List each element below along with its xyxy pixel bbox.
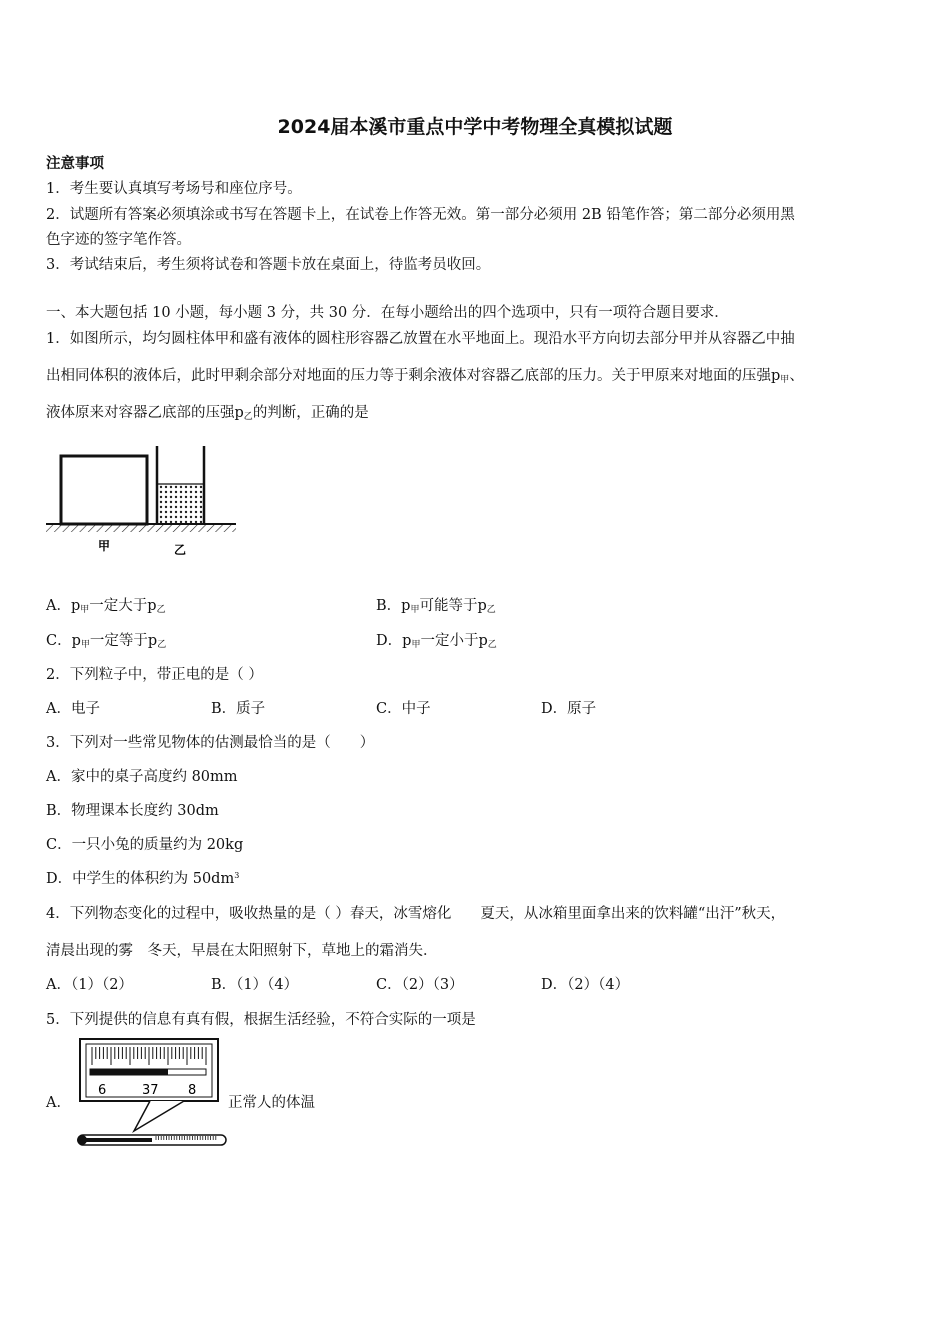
q1-option-d[interactable]: D．$p_甲$一定小于$p_乙$ — [376, 633, 497, 650]
q2-option-c[interactable]: C．中子 — [376, 701, 431, 717]
q3-option-d[interactable]: D．中学生的体积约为 $50dm^3$ — [46, 871, 240, 887]
notice-item: 2．试题所有答案必须填涂或书写在答题卡上，在试卷上作答无效。第一部分必须用 2B 铅笔作答；第二部分必须用黑 — [46, 207, 795, 223]
q1-option-c[interactable]: C．$p_甲$一定等于$p_乙$ — [46, 633, 167, 650]
q1-option-b[interactable]: B．$p_甲$可能等于$p_乙$ — [376, 598, 496, 615]
q2-option-d[interactable]: D．原子 — [541, 701, 597, 717]
q1-stem-line: 出相同体积的液体后，此时甲剩余部分对地面的压力等于剩余液体对容器乙底部的压力。关于甲原来对地面的压强$p_甲$、 — [46, 368, 804, 385]
q2-stem: 2．下列粒子中，带正电的是（ ） — [46, 667, 263, 683]
fig-label-jia: 甲 — [98, 539, 111, 553]
q4-option-c[interactable]: C．（2）（3） — [376, 977, 464, 993]
scale-label-8: 8 — [188, 1083, 197, 1098]
thermometer-figure — [72, 1035, 232, 1153]
liquid-yi — [158, 484, 203, 524]
q2-option-a[interactable]: A．电子 — [46, 701, 100, 717]
q4-option-a[interactable]: A．（1）（2） — [46, 977, 133, 993]
scale-label-6: 6 — [98, 1083, 107, 1098]
cylinder-jia — [61, 456, 147, 524]
page-title: 2024届本溪市重点中学中考物理全真模拟试题 — [277, 116, 673, 138]
notice-item: 色字迹的签字笔作答。 — [46, 232, 191, 248]
q5-option-a-text[interactable]: 正常人的体温 — [228, 1095, 315, 1111]
q5-option-a-key[interactable]: A． — [46, 1095, 71, 1111]
q4-stem-line: 清晨出现的雾 冬天，早晨在太阳照射下，草地上的霜消失． — [46, 943, 438, 959]
notice-item: 1．考生要认真填写考场号和座位序号。 — [46, 181, 302, 197]
q1-stem-line: 液体原来对容器乙底部的压强$p_乙$的判断，正确的是 — [46, 405, 369, 422]
notice-item: 3．考试结束后，考生须将试卷和答题卡放在桌面上，待监考员收回。 — [46, 257, 491, 273]
q2-option-b[interactable]: B．质子 — [211, 701, 266, 717]
q3-stem: 3．下列对一些常见物体的估测最恰当的是（ ） — [46, 735, 375, 751]
q1-option-a[interactable]: A．$p_甲$一定大于$p_乙$ — [46, 598, 166, 615]
notice-heading: 注意事项 — [46, 155, 104, 172]
q1-figure — [44, 440, 244, 560]
q5-stem: 5．下列提供的信息有真有假，根据生活经验，不符合实际的一项是 — [46, 1012, 476, 1028]
q4-option-d[interactable]: D．（2）（4） — [541, 977, 630, 993]
q3-option-c[interactable]: C．一只小兔的质量约为 20kg — [46, 837, 244, 853]
fig-label-yi: 乙 — [174, 543, 187, 557]
q4-stem-line: 4．下列物态变化的过程中，吸收热量的是（ ）春天，冰雪熔化 夏天，从冰箱里面拿出来的饮料罐“出汗”秋天， — [46, 906, 786, 922]
scale-label-37: 37 — [142, 1083, 159, 1098]
section-heading: 一、本大题包括 10 小题，每小题 3 分，共 30 分．在每小题给出的四个选项中，只有一项符合题目要求． — [46, 305, 729, 321]
q3-option-b[interactable]: B．物理课本长度约 30dm — [46, 803, 219, 819]
q1-stem-line: 1．如图所示，均匀圆柱体甲和盛有液体的圆柱形容器乙放置在水平地面上。现沿水平方向切去部分甲并从容器乙中抽 — [46, 331, 795, 347]
q4-option-b[interactable]: B．（1）（4） — [211, 977, 299, 993]
q3-option-a[interactable]: A．家中的桌子高度约 80mm — [46, 769, 238, 785]
